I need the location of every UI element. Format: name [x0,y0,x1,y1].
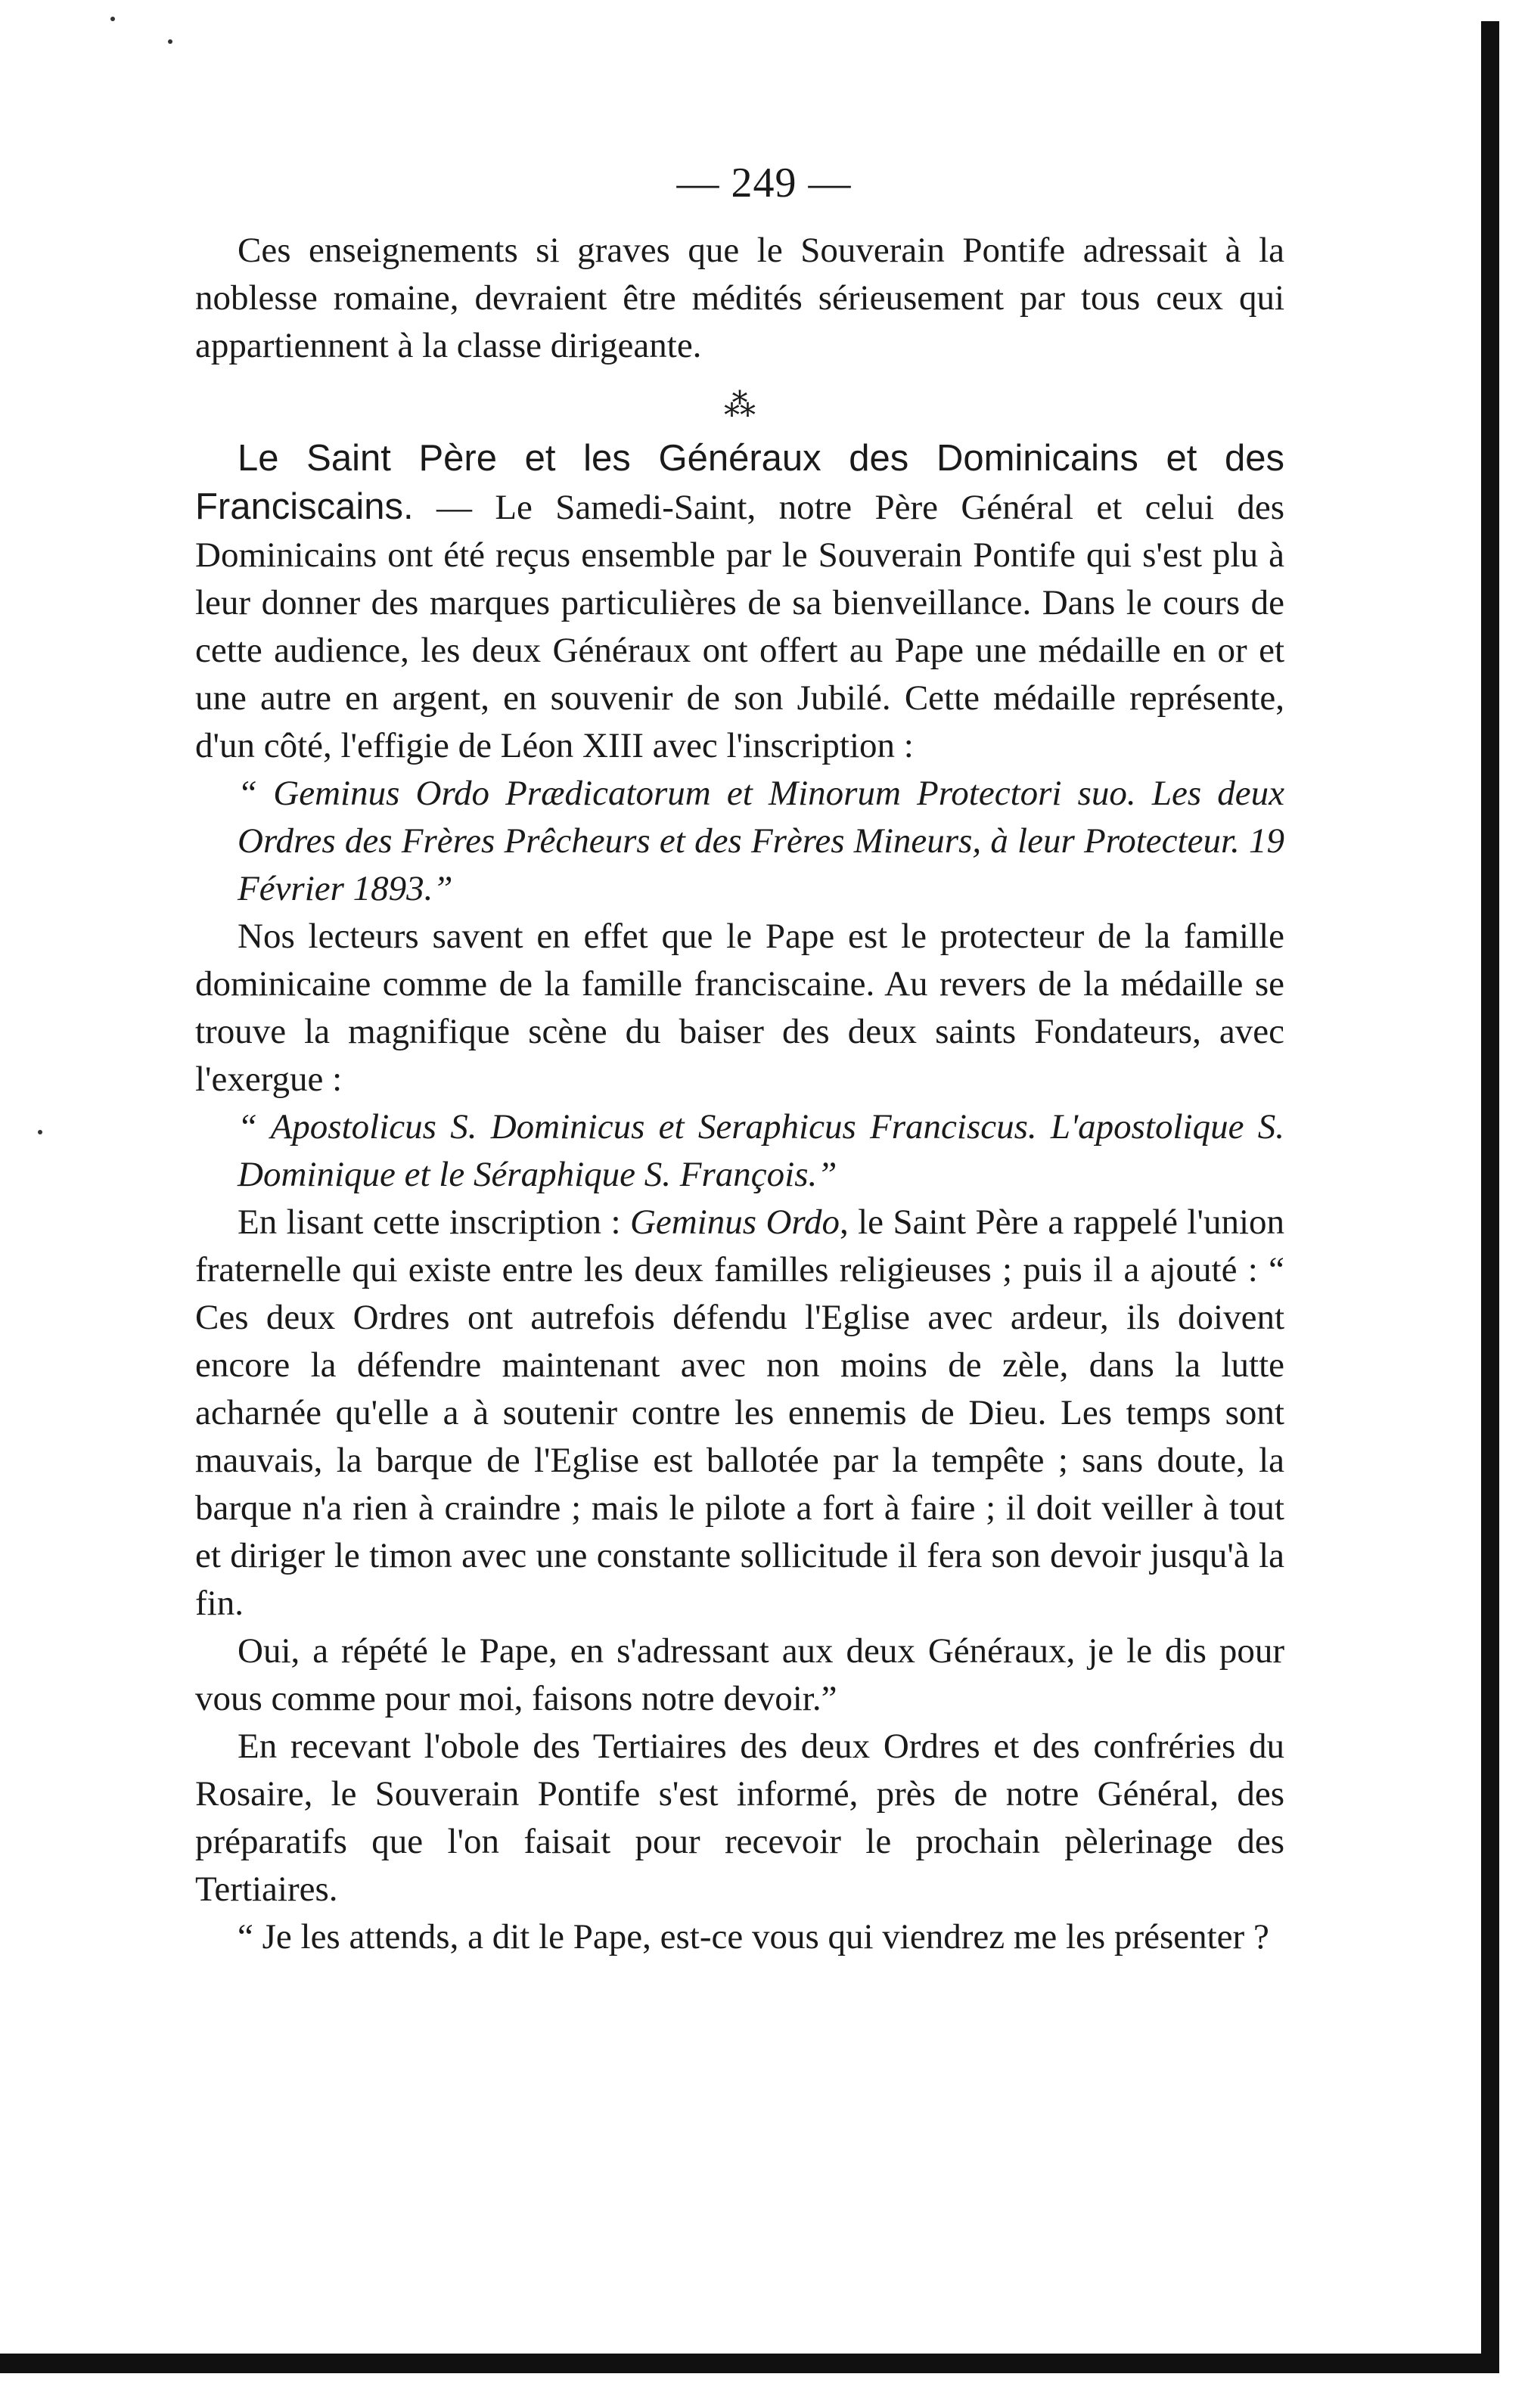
scan-speck [168,39,172,44]
page-number: — 249 — [676,160,852,206]
paragraph: “ Je les attends, a dit le Pape, est-ce vous qui viendrez me les présenter ? [238,1917,1269,1956]
paragraph [195,435,1284,770]
scan-speck [38,1130,42,1134]
paragraph: Oui, a répété le Pape, en s'adressant aux deux Généraux, je le dis pour vous comme pour moi, faisons notre devoir.” [195,1631,1284,1718]
paragraph-text: — Le Samedi-Saint, notre Père Général et celui des Dominicains ont été reçus ensemble par le Souverain Pontife qui s'est plu à leur donner des marques particulières de sa bienveillance. Dans le cours de cette audience, les deux Généraux ont offert au Pape une médaille en or et une autre en argent, en souvenir de son Jubilé. Cette médaille représente, d'un côté, l'effigie de Léon XIII avec l'inscription : [195,488,1284,765]
scan-border-right [1481,21,1499,2354]
paragraph: Nos lecteurs savent en effet que le Pape est le protecteur de la famille dominicaine comme de la famille franciscaine. Au revers de la médaille se trouve la magnifique scène du baiser des deux saints Fondateurs, avec l'exergue : [195,917,1284,1099]
page-body [195,227,1284,1961]
quotation: “ Apostolicus S. Dominicus et Seraphicus Franciscus. L'apostolique S. Dominique et le Séraphique S. François.” [238,1107,1284,1194]
scan-border-bottom [0,2354,1499,2373]
paragraph [195,1199,1284,1628]
emphasis: Geminus Ordo [629,1202,840,1242]
scan-speck [110,17,115,21]
paragraph: En recevant l'obole des Tertiaires des deux Ordres et des confréries du Rosaire, le Souverain Pontife s'est informé, près de notre Général, des préparatifs que l'on faisait pour recevoir le prochain pèlerinage des Tertiaires. [195,1727,1284,1909]
paragraph-text: En lisant cette inscription : [238,1202,630,1242]
quotation: “ Geminus Ordo Prædicatorum et Minorum Protectori suo. Les deux Ordres des Frères Prêcheurs et des Frères Mineurs, à leur Protecteur. 19 Février 1893.” [238,774,1284,908]
asterism: ⁂ [724,389,756,424]
paragraph-text: , le Saint Père a rappelé l'union fraternelle qui existe entre les deux familles religieuses ; puis il a ajouté : “ Ces deux Ordres ont autrefois défendu l'Eglise avec ardeur, ils doivent encore la défendre maintenant avec non moins de zèle, dans la lutte acharnée qu'elle a à soutenir contre les ennemis de Dieu. Les temps sont mauvais, la barque de l'Eglise est ballotée par la tempête ; sans doute, la barque n'a rien à craindre ; mais le pilote a fort à faire ; il doit veiller à tout et diriger le timon avec une constante sollicitude il fera son devoir jusqu'à la fin. [195,1202,1285,1623]
paragraph: Ces enseignements si graves que le Souverain Pontife adressait à la noblesse romaine, devraient être médités sérieusement par tous ceux qui appartiennent à la classe dirigeante. [195,231,1284,365]
section-heading: Le Saint Père et les Généraux des Dominicains et des Franciscains. [195,438,1284,527]
